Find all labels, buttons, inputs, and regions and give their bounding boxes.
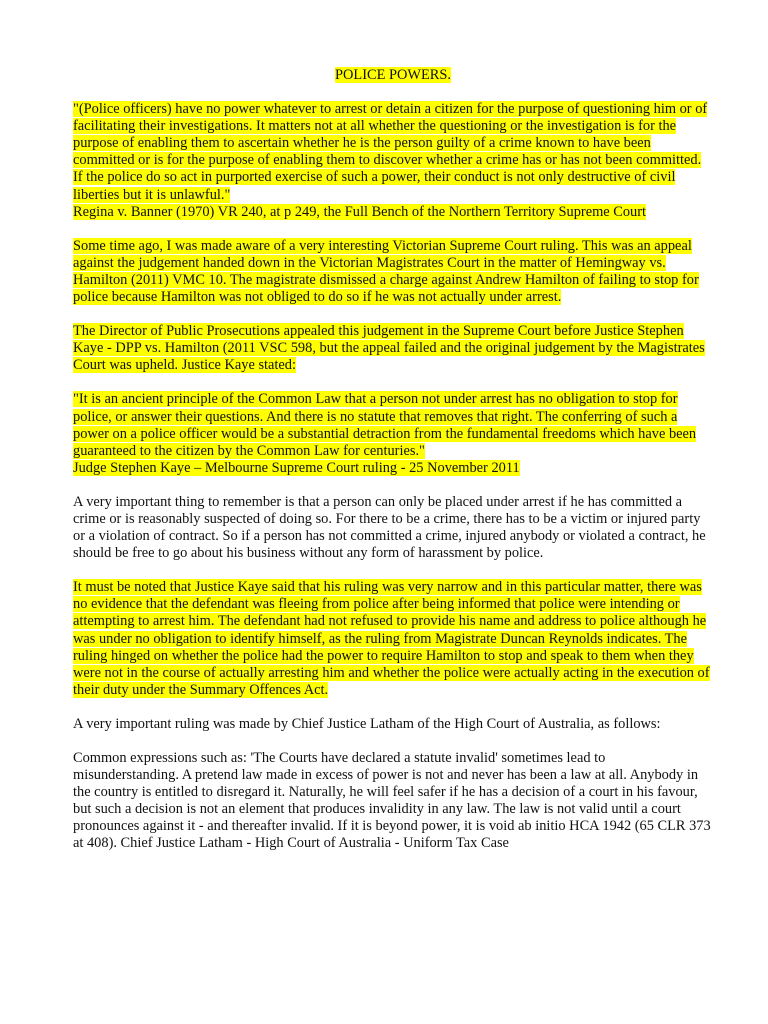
dpp-paragraph-text: The Director of Public Prosecutions appealed this judgement in the Supreme Court before Justice Stephen Kaye - DPP vs. Hamilton (2011 VSC 598, but the appeal failed and the original judgement by the Magistrates Court was upheld. Justice Kaye stated:	[73, 323, 705, 374]
narrow-ruling-paragraph	[73, 579, 713, 699]
arrest-paragraph: A very important thing to remember is that a person can only be placed under arrest if he has committed a crime or is reasonably suspected of doing so. For there to be a crime, there has to be a victim or injured party or a violation of contract. So if a person has not committed a crime, injured anybody or violated a contract, he should be free to go about his business without any form of harassment by police.	[73, 493, 706, 562]
hamilton-paragraph	[73, 238, 713, 306]
quote-kaye-citation: Judge Stephen Kaye – Melbourne Supreme Court ruling - 25 November 2011	[73, 459, 520, 476]
narrow-ruling-text: It must be noted that Justice Kaye said that his ruling was very narrow and in this particular matter, there was no evidence that the defendant was fleeing from police after being informed that police were intending or attempting to arrest him. The defendant had not refused to provide his name and address to police although he was under no obligation to identify himself, as the ruling from Magistrate Duncan Reynolds indicates. The ruling hinged on whether the police had the power to require Hamilton to stop and speak to them when they were not in the course of actually arresting him and whether the police were actually acting in the execution of their duty under the Summary Offences Act.	[73, 579, 710, 698]
latham-quote-paragraph: Common expressions such as: 'The Courts have declared a statute invalid' sometimes lead to misunderstanding. A pretend law made in excess of power is not and never has been a law at all. Anybody in the country is entitled to disregard it. Naturally, he will feel safer if he has a decision of a court in his favour, but such a decision is not an element that produces invalidity in any law. The law is not valid until a court pronounces against it - and thereafter invalid. If it is beyond power, it is void ab initio HCA 1942 (65 CLR 373 at 408). Chief Justice Latham - High Court of Australia - Uniform Tax Case	[73, 750, 711, 852]
quote-kaye-paragraph	[73, 391, 713, 476]
title-line	[73, 67, 713, 84]
quote-banner-text: "(Police officers) have no power whatever to arrest or detain a citizen for the purpose of questioning him or of facilitating their investigations. It matters not at all whether the questioning or the investigation is for the purpose of enabling them to ascertain whether he is the person guilty of a crime known to have been committed or is for the purpose of enabling them to discover whether a crime has or has not been committed. If the police do so act in purported exercise of such a power, their conduct is not only destructive of civil liberties but it is unlawful."	[73, 101, 708, 203]
dpp-paragraph	[73, 323, 713, 374]
latham-intro-paragraph: A very important ruling was made by Chief Justice Latham of the High Court of Australia, as follows:	[73, 715, 661, 732]
page-title: POLICE POWERS.	[335, 67, 451, 83]
document-page	[73, 67, 713, 870]
hamilton-paragraph-text: Some time ago, I was made aware of a very interesting Victorian Supreme Court ruling. This was an appeal against the judgement handed down in the Victorian Magistrates Court in the matter of Hemingway vs. Hamilton (2011) VMC 10. The magistrate dismissed a charge against Andrew Hamilton of failing to stop for police because Hamilton was not obliged to do so if he was not actually under arrest.	[73, 237, 699, 306]
quote-banner-citation: Regina v. Banner (1970) VR 240, at p 249, the Full Bench of the Northern Territory Supreme Court	[73, 203, 647, 220]
quote-banner-paragraph	[73, 101, 713, 221]
quote-kaye-text: "It is an ancient principle of the Common Law that a person not under arrest has no obligation to stop for police, or answer their questions. And there is no statute that removes that right. The conferring of such a power on a police officer would be a substantial detraction from the fundamental freedoms which have been guaranteed to the citizen by the Common Law for centuries."	[73, 391, 697, 459]
